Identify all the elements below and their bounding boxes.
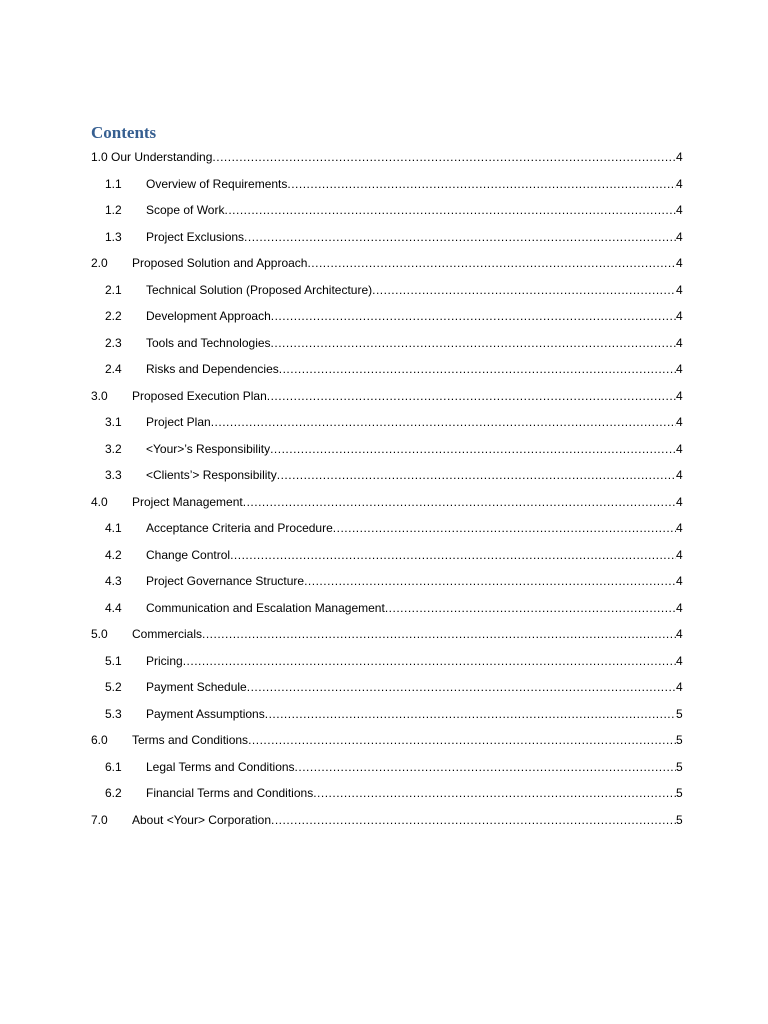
toc-entry-number: 4.4 [105,600,122,615]
toc-entry-leader-line [132,730,676,750]
toc-entry[interactable] [0,624,768,644]
toc-entry-leader-line [146,518,676,538]
toc-entry-title: Scope of Work [146,203,225,217]
toc-entry-page-number: 4 [676,521,683,535]
toc-entry[interactable] [0,783,768,803]
toc-heading: Contents [91,123,157,142]
toc-entry-number: 3.3 [105,468,122,482]
toc-entry-page-number: 4 [676,362,683,376]
toc-entry-leader-line [132,386,676,406]
toc-entry-title: Development Approach [146,309,271,323]
toc-entry-number: 2.4 [105,362,122,376]
toc-dot-leader [212,147,676,167]
toc-entry[interactable] [0,359,768,379]
toc-entry-title: About <Your> Corporation [132,812,271,827]
toc-entry-leader-line [146,545,676,565]
toc-entry[interactable] [0,439,768,459]
toc-entry[interactable] [0,730,768,750]
toc-entry-title: Terms and Conditions [132,733,249,747]
toc-dot-leader [230,545,676,565]
toc-dot-leader [248,730,676,750]
toc-entry-page-number: 4 [676,494,683,509]
toc-dot-leader [270,439,676,459]
toc-entry-leader-line [91,147,676,167]
toc-dot-leader [243,492,676,512]
toc-entry-leader-line [132,253,676,273]
toc-entry-page-number: 5 [676,812,683,827]
toc-entry-number: 5.1 [105,653,122,668]
toc-entry-leader-line [146,677,676,697]
toc-dot-leader [304,571,676,591]
toc-dot-leader [313,783,676,803]
toc-entry-title: Project Management [132,494,243,509]
toc-dot-leader [307,253,676,273]
toc-entry[interactable] [0,306,768,326]
toc-entry-title: Proposed Execution Plan [132,388,267,403]
toc-entry-leader-line [146,757,676,777]
toc-entry-leader-line [146,704,676,724]
toc-entry-page-number: 4 [676,335,683,350]
toc-entry-title: Tools and Technologies [146,335,271,350]
toc-entry-title: Change Control [146,547,231,562]
toc-entry[interactable] [0,333,768,353]
toc-entry-page-number: 4 [676,627,683,641]
toc-entry[interactable] [0,386,768,406]
toc-entry-title: Payment Schedule [146,680,247,694]
toc-entry-number: 5.3 [105,706,122,721]
toc-entry-number: 2.2 [105,309,122,323]
toc-entry-title: Pricing [146,653,183,668]
toc-dot-leader [224,200,676,220]
toc-entry-page-number: 4 [676,176,683,191]
toc-entry-page-number: 4 [676,415,683,429]
toc-entry-leader-line [146,465,676,485]
toc-entry-title: Financial Terms and Conditions [146,786,314,800]
toc-entry-page-number: 4 [676,388,683,403]
toc-dot-leader [211,412,676,432]
toc-entry-page-number: 4 [676,547,683,562]
toc-entry-leader-line [146,598,676,618]
toc-entry-page-number: 5 [676,706,683,721]
toc-dot-leader [247,677,676,697]
toc-entry[interactable] [0,200,768,220]
toc-entry-number: 2.1 [105,282,122,297]
toc-dot-leader [271,333,676,353]
toc-entry-page-number: 4 [676,309,683,323]
toc-entry-leader-line [146,280,676,300]
toc-entry-leader-line [146,306,676,326]
toc-entry[interactable] [0,227,768,247]
toc-entry[interactable] [0,518,768,538]
toc-entry-page-number: 4 [676,468,683,482]
toc-entry-page-number: 4 [676,574,683,588]
toc-entry-number: 6.1 [105,759,122,774]
toc-entry-number: 1.1 [105,176,122,191]
toc-entry-title: Payment Assumptions [146,706,265,721]
toc-dot-leader [277,465,676,485]
toc-entry-page-number: 4 [676,282,683,297]
toc-entry-title: Commercials [132,627,203,641]
toc-entry-title: Project Exclusions [146,229,245,244]
toc-entry-leader-line [146,651,676,671]
toc-entry-page-number: 4 [676,203,683,217]
toc-entry-leader-line [146,227,676,247]
toc-dot-leader [385,598,676,618]
toc-entry-leader-line [132,810,676,830]
toc-entry-leader-line [132,624,676,644]
toc-dot-leader [267,386,676,406]
toc-entry-title: Proposed Solution and Approach [132,256,308,270]
toc-dot-leader [271,810,676,830]
toc-entry-number: 6.2 [105,786,122,800]
toc-entry-leader-line [146,439,676,459]
toc-entry-page-number: 4 [676,680,683,694]
toc-entry[interactable] [0,757,768,777]
toc-entry-number: 5.0 [91,627,108,641]
toc-dot-leader [202,624,676,644]
toc-entry-number: 4.2 [105,547,122,562]
toc-dot-leader [279,359,676,379]
toc-entry-page-number: 5 [676,786,683,800]
toc-entry-title: Acceptance Criteria and Procedure [146,521,333,535]
toc-dot-leader [244,227,676,247]
toc-entry-number: 1.2 [105,203,122,217]
toc-entry-title: Technical Solution (Proposed Architecture) [146,282,373,297]
toc-entry-number: 5.2 [105,680,122,694]
toc-entry-number: 4.3 [105,574,122,588]
toc-entry-page-number: 4 [676,150,683,164]
toc-entry[interactable] [0,810,768,830]
toc-entry-leader-line [146,174,676,194]
toc-entry-number: 4.0 [91,494,108,509]
toc-entry-leader-line [146,333,676,353]
toc-entry-title: 1.0 Our Understanding [91,150,213,164]
toc-entry[interactable] [0,174,768,194]
toc-entry-number: 2.0 [91,256,108,270]
toc-entry[interactable] [0,412,768,432]
toc-entry-leader-line [146,783,676,803]
toc-entry-number: 1.3 [105,229,122,244]
toc-dot-leader [287,174,676,194]
toc-entry-number: 7.0 [91,812,108,827]
toc-entry[interactable] [0,704,768,724]
toc-entry[interactable] [0,571,768,591]
toc-entry-number: 3.2 [105,441,122,456]
toc-entry[interactable] [0,253,768,273]
toc-entry-title: <Clients’> Responsibility [146,468,277,482]
toc-entry-title: Risks and Dependencies [146,362,279,376]
toc-entry-page-number: 5 [676,733,683,747]
toc-entry-number: 4.1 [105,521,122,535]
toc-entry-leader-line [132,492,676,512]
toc-entry-title: Project Plan [146,415,211,429]
toc-entry[interactable] [0,651,768,671]
toc-entry[interactable] [0,545,768,565]
toc-entry[interactable] [0,280,768,300]
toc-entry-page-number: 4 [676,600,683,615]
toc-entry[interactable] [0,465,768,485]
toc-dot-leader [271,306,676,326]
toc-entry-leader-line [146,359,676,379]
toc-entry-page-number: 4 [676,256,683,270]
toc-entry[interactable] [0,598,768,618]
toc-entry[interactable] [0,492,768,512]
toc-entry-page-number: 5 [676,759,683,774]
toc-entry-leader-line [146,571,676,591]
toc-dot-leader [333,518,676,538]
toc-entry-title: Communication and Escalation Management [146,600,385,615]
toc-entry-title: Project Governance Structure [146,574,305,588]
toc-entry-title: Overview of Requirements [146,176,288,191]
toc-entry-number: 2.3 [105,335,122,350]
toc-entry-page-number: 4 [676,229,683,244]
toc-entry[interactable] [0,147,768,167]
toc-entry-title: <Your>’s Responsibility [146,441,271,456]
toc-entry[interactable] [0,677,768,697]
toc-entry-number: 3.1 [105,415,122,429]
toc-entry-leader-line [146,200,676,220]
toc-dot-leader [183,651,676,671]
toc-dot-leader [372,280,676,300]
toc-entry-leader-line [146,412,676,432]
toc-dot-leader [265,704,676,724]
toc-entry-number: 6.0 [91,733,108,747]
toc-dot-leader [295,757,676,777]
toc-entry-page-number: 4 [676,441,683,456]
toc-entry-page-number: 4 [676,653,683,668]
toc-entry-title: Legal Terms and Conditions [146,759,295,774]
toc-entry-number: 3.0 [91,388,108,403]
